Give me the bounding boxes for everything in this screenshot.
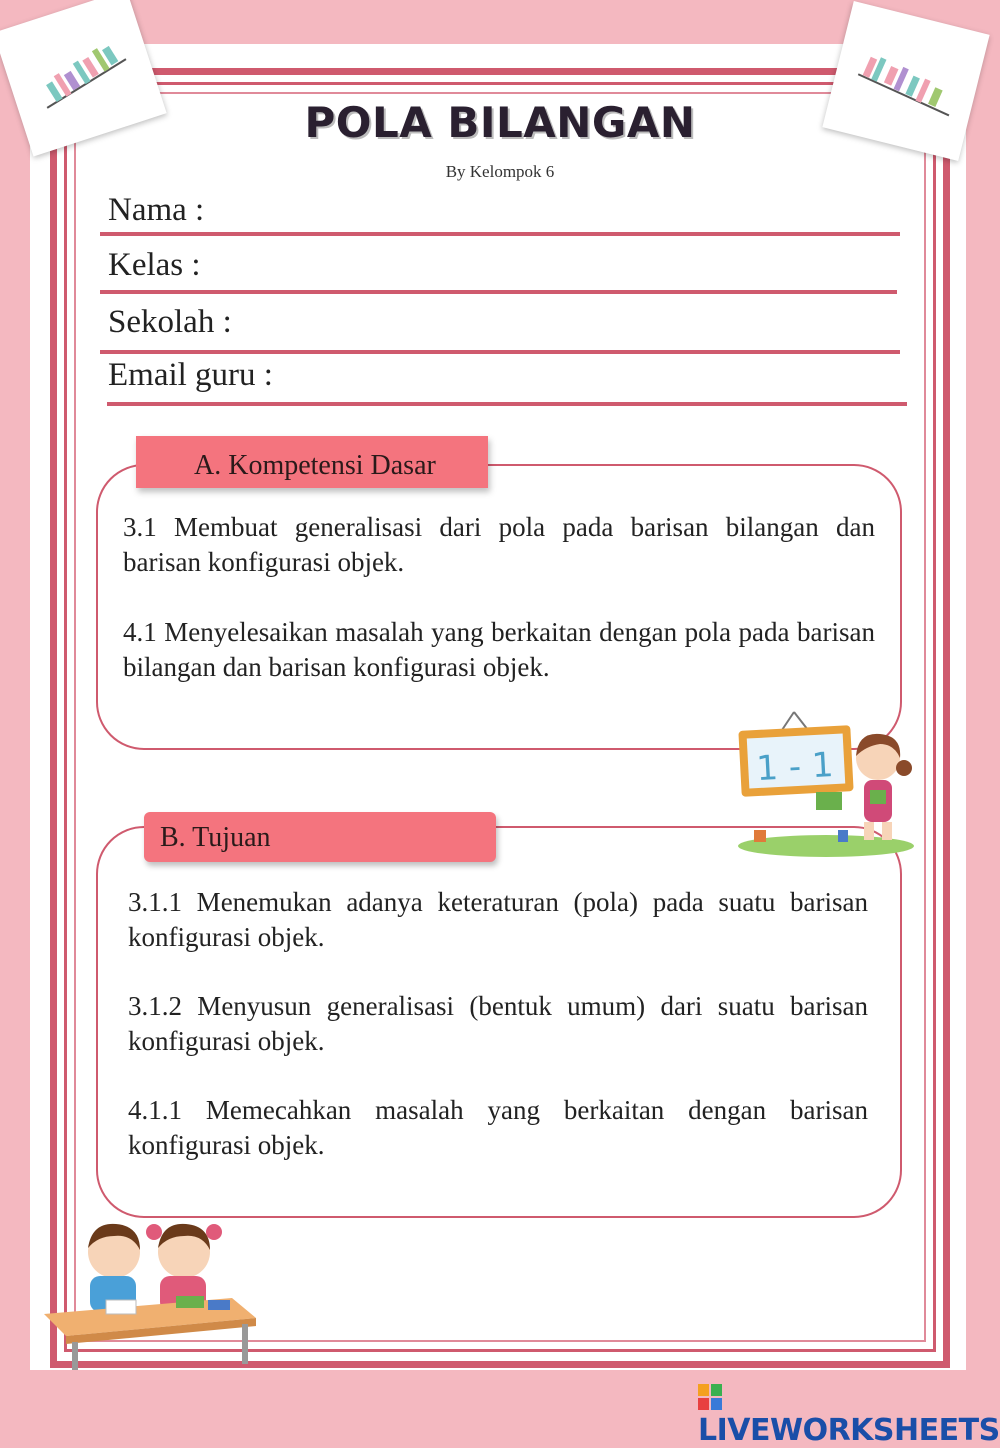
- page-title: POLA BILANGAN: [304, 98, 696, 147]
- kids-studying-illustration: [36, 1214, 260, 1374]
- field-label-nama: Nama :: [108, 192, 205, 228]
- girl-with-board-illustration: [734, 706, 920, 858]
- liveworksheets-logo: [698, 1378, 1000, 1448]
- field-label-sekolah: Sekolah :: [108, 304, 232, 340]
- liveworksheets-brand: LIVEWORKSHEETS: [698, 1413, 1000, 1448]
- page-subtitle: By Kelompok 6: [445, 162, 555, 181]
- field-line-kelas[interactable]: [100, 290, 897, 294]
- section-b-item: 3.1.1 Menemukan adanya keteraturan (pola) pada suatu barisan konfigurasi objek.: [128, 887, 868, 952]
- field-line-sekolah[interactable]: [100, 350, 900, 354]
- field-line-nama[interactable]: [100, 232, 900, 236]
- board-text: 1 - 1: [755, 745, 835, 790]
- section-a-item: 3.1 Membuat generalisasi dari pola pada barisan bilangan dan barisan konfigurasi objek.: [123, 512, 875, 577]
- liveworksheets-logo-mark: [698, 1384, 722, 1410]
- field-label-kelas: Kelas :: [108, 247, 201, 283]
- section-a-heading: A. Kompetensi Dasar: [136, 436, 488, 488]
- field-label-email-guru: Email guru :: [108, 357, 273, 393]
- section-b-heading: B. Tujuan: [144, 812, 496, 862]
- section-b-item: 4.1.1 Memecahkan masalah yang berkaitan dengan barisan konfigurasi objek.: [128, 1095, 868, 1160]
- field-line-email-guru[interactable]: [107, 402, 907, 406]
- section-a-item: 4.1 Menyelesaikan masalah yang berkaitan dengan pola pada barisan bilangan dan barisan konfigurasi objek.: [123, 617, 875, 682]
- section-b-item: 3.1.2 Menyusun generalisasi (bentuk umum) dari suatu barisan konfigurasi objek.: [128, 991, 868, 1056]
